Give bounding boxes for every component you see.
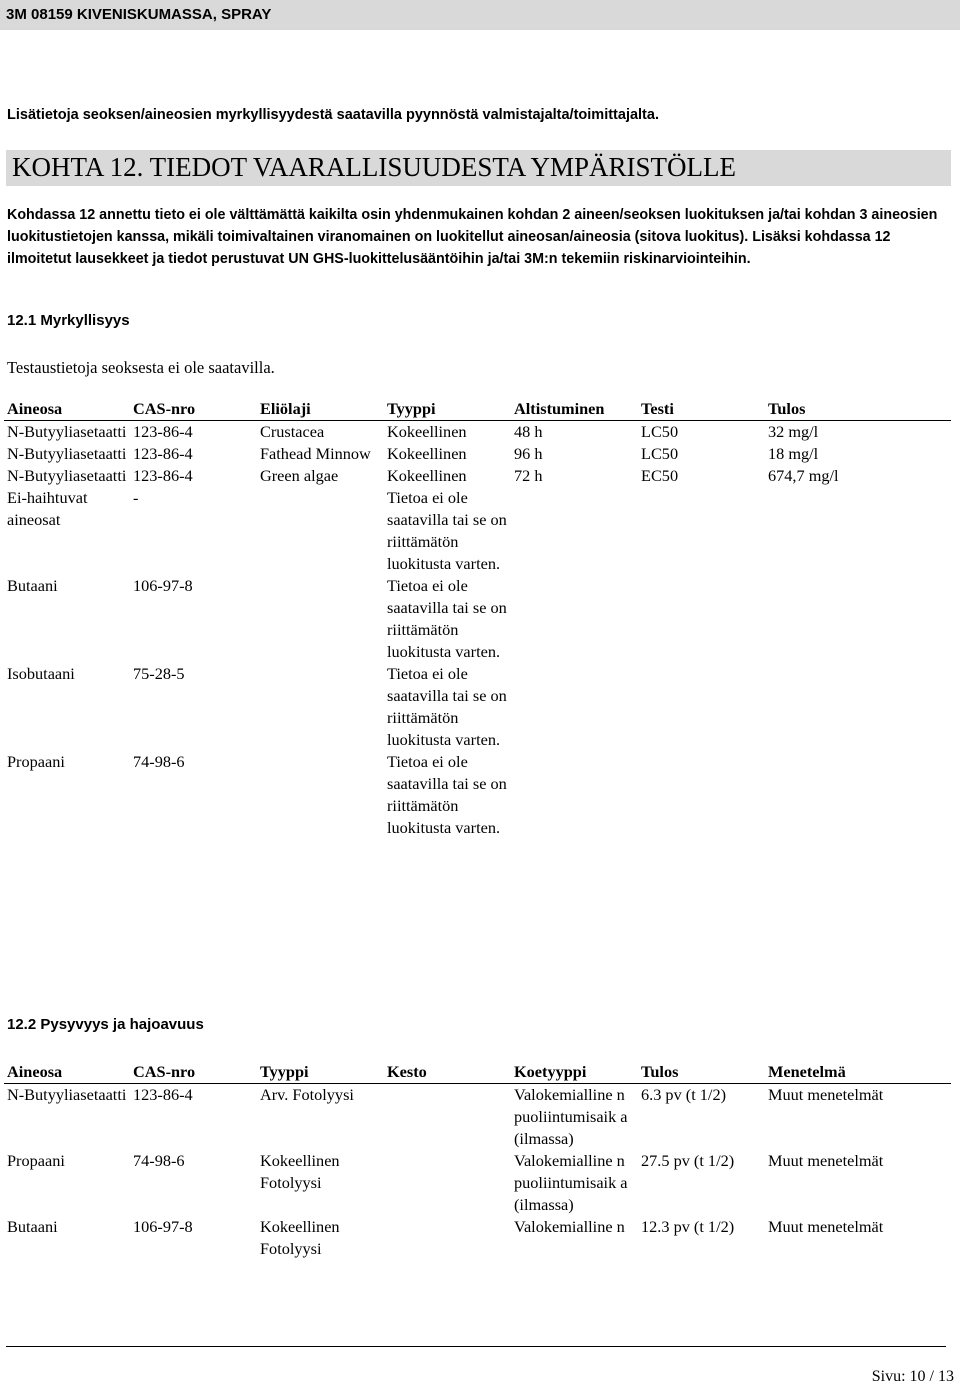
table-cell: Kokeellinen Fotolyysi bbox=[260, 1151, 340, 1192]
table-cell: 106-97-8 bbox=[133, 576, 193, 595]
table-cell: Kokeellinen bbox=[387, 422, 467, 441]
table-cell bbox=[765, 487, 951, 575]
table-cell bbox=[257, 575, 384, 663]
table-row bbox=[4, 465, 951, 487]
table-cell: 674,7 mg/l bbox=[768, 466, 839, 485]
table-cell bbox=[511, 575, 638, 663]
table-cell: EC50 bbox=[641, 466, 679, 485]
toxicity-table-header bbox=[4, 398, 951, 421]
table-cell bbox=[384, 1084, 511, 1151]
persistence-heading: 12.2 Pysyvyys ja hajoavuus bbox=[7, 1016, 204, 1033]
table-cell: Muut menetelmät bbox=[768, 1151, 884, 1170]
table-cell: N-Butyyliasetaatti bbox=[7, 1085, 127, 1104]
table-cell: N-Butyyliasetaatti bbox=[7, 466, 127, 485]
table-row bbox=[4, 443, 951, 465]
table-cell: 74-98-6 bbox=[133, 752, 185, 771]
table-row bbox=[4, 1216, 951, 1260]
persistence-table bbox=[4, 1061, 951, 1260]
table-cell: 123-86-4 bbox=[133, 444, 193, 463]
table-cell: 27.5 pv (t 1/2) bbox=[641, 1151, 735, 1170]
table-cell: 123-86-4 bbox=[133, 466, 193, 485]
table-cell: Ei-haihtuvat aineosat bbox=[7, 488, 88, 529]
column-header: Aineosa bbox=[4, 398, 130, 421]
table-cell bbox=[765, 575, 951, 663]
section-title: KOHTA 12. TIEDOT VAARALLISUUDESTA YMPÄRISTÖLLE bbox=[12, 152, 736, 182]
toxicity-heading: 12.1 Myrkyllisyys bbox=[7, 312, 130, 329]
table-cell: Muut menetelmät bbox=[768, 1085, 884, 1104]
table-cell bbox=[765, 663, 951, 751]
column-header: Koetyyppi bbox=[511, 1061, 638, 1084]
table-cell: Tietoa ei ole saatavilla tai se on riittämätön luokitusta varten. bbox=[387, 752, 507, 837]
table-cell: 12.3 pv (t 1/2) bbox=[641, 1217, 735, 1236]
table-cell: N-Butyyliasetaatti bbox=[7, 444, 127, 463]
table-cell: Propaani bbox=[7, 752, 65, 771]
table-cell: Butaani bbox=[7, 1217, 58, 1236]
section-heading-box bbox=[6, 150, 951, 186]
table-cell: Butaani bbox=[7, 576, 58, 595]
table-row bbox=[4, 1084, 951, 1151]
table-cell bbox=[257, 663, 384, 751]
table-cell bbox=[511, 487, 638, 575]
column-header: Tulos bbox=[765, 398, 951, 421]
table-row bbox=[4, 575, 951, 663]
table-cell: - bbox=[133, 488, 139, 507]
column-header: Kesto bbox=[384, 1061, 511, 1084]
column-header: Testi bbox=[638, 398, 765, 421]
table-cell: Tietoa ei ole saatavilla tai se on riittämätön luokitusta varten. bbox=[387, 488, 507, 573]
table-cell: Kokeellinen bbox=[387, 444, 467, 463]
table-row bbox=[4, 1150, 951, 1216]
table-cell: Valokemialline n puoliintumisaik a (ilmassa) bbox=[514, 1085, 628, 1148]
table-row bbox=[4, 663, 951, 751]
table-cell: 106-97-8 bbox=[133, 1217, 193, 1236]
table-row bbox=[4, 487, 951, 575]
table-cell: Isobutaani bbox=[7, 664, 75, 683]
additional-info-line: Lisätietoja seoksen/aineosien myrkyllisyydestä saatavilla pyynnöstä valmistajalta/toimittajalta. bbox=[7, 107, 659, 123]
table-cell: Propaani bbox=[7, 1151, 65, 1170]
column-header: CAS-nro bbox=[130, 1061, 257, 1084]
table-cell: Kokeellinen Fotolyysi bbox=[260, 1217, 340, 1258]
document-title: 3M 08159 KIVENISKUMASSA, SPRAY bbox=[6, 6, 272, 23]
table-cell: Muut menetelmät bbox=[768, 1217, 884, 1236]
table-cell: Tietoa ei ole saatavilla tai se on riittämätön luokitusta varten. bbox=[387, 664, 507, 749]
table-cell: 123-86-4 bbox=[133, 1085, 193, 1104]
column-header: Tulos bbox=[638, 1061, 765, 1084]
page-number: Sivu: 10 / 13 bbox=[871, 1368, 954, 1385]
column-header: CAS-nro bbox=[130, 398, 257, 421]
table-cell bbox=[384, 1150, 511, 1216]
column-header: Altistuminen bbox=[511, 398, 638, 421]
table-cell bbox=[511, 751, 638, 839]
table-cell: Arv. Fotolyysi bbox=[260, 1085, 354, 1104]
table-cell bbox=[511, 663, 638, 751]
table-cell: 123-86-4 bbox=[133, 422, 193, 441]
table-cell: 48 h bbox=[514, 422, 543, 441]
table-row bbox=[4, 421, 951, 444]
persistence-table-header bbox=[4, 1061, 951, 1084]
column-header: Menetelmä bbox=[765, 1061, 951, 1084]
table-cell: Valokemialline n bbox=[514, 1217, 625, 1236]
table-cell: 18 mg/l bbox=[768, 444, 819, 463]
table-cell: Green algae bbox=[260, 466, 339, 485]
table-cell: Tietoa ei ole saatavilla tai se on riittämätön luokitusta varten. bbox=[387, 576, 507, 661]
table-cell: Kokeellinen bbox=[387, 466, 467, 485]
table-cell: N-Butyyliasetaatti bbox=[7, 422, 127, 441]
table-cell: 6.3 pv (t 1/2) bbox=[641, 1085, 727, 1104]
table-cell bbox=[638, 575, 765, 663]
table-cell: 75-28-5 bbox=[133, 664, 185, 683]
table-cell bbox=[257, 487, 384, 575]
footer-divider bbox=[6, 1346, 946, 1347]
table-cell: LC50 bbox=[641, 444, 679, 463]
table-row bbox=[4, 751, 951, 839]
table-cell: LC50 bbox=[641, 422, 679, 441]
table-cell: 72 h bbox=[514, 466, 543, 485]
table-cell bbox=[638, 487, 765, 575]
column-header: Eliölaji bbox=[257, 398, 384, 421]
toxicity-note: Testaustietoja seoksesta ei ole saatavilla. bbox=[7, 358, 275, 377]
section-intro: Kohdassa 12 annettu tieto ei ole välttämättä kaikilta osin yhdenmukainen kohdan 2 aineen/seoksen luokituksen ja/tai kohdan 3 aineosien luokitustietojen kanssa, mikäli toimivaltainen viranomainen on luokitellut aineosan/aineosia (sitova luokitus). Lisäksi kohdassa 12 ilmoitetut lausekkeet ja tiedot perustuvat UN GHS-luokittelusääntöihin ja/tai 3M:n tekemiin riskinarviointeihin. bbox=[7, 207, 938, 267]
column-header: Tyyppi bbox=[384, 398, 511, 421]
column-header: Tyyppi bbox=[257, 1061, 384, 1084]
table-cell bbox=[638, 663, 765, 751]
table-cell bbox=[765, 751, 951, 839]
column-header: Aineosa bbox=[4, 1061, 130, 1084]
table-cell: 74-98-6 bbox=[133, 1151, 185, 1170]
table-cell: Valokemialline n puoliintumisaik a (ilmassa) bbox=[514, 1151, 628, 1214]
table-cell bbox=[257, 751, 384, 839]
table-cell bbox=[384, 1216, 511, 1260]
document-header bbox=[0, 0, 960, 30]
table-cell: Crustacea bbox=[260, 422, 325, 441]
toxicity-table bbox=[4, 398, 951, 839]
table-cell bbox=[638, 751, 765, 839]
table-cell: 32 mg/l bbox=[768, 422, 819, 441]
table-cell: Fathead Minnow bbox=[260, 444, 371, 463]
table-cell: 96 h bbox=[514, 444, 543, 463]
